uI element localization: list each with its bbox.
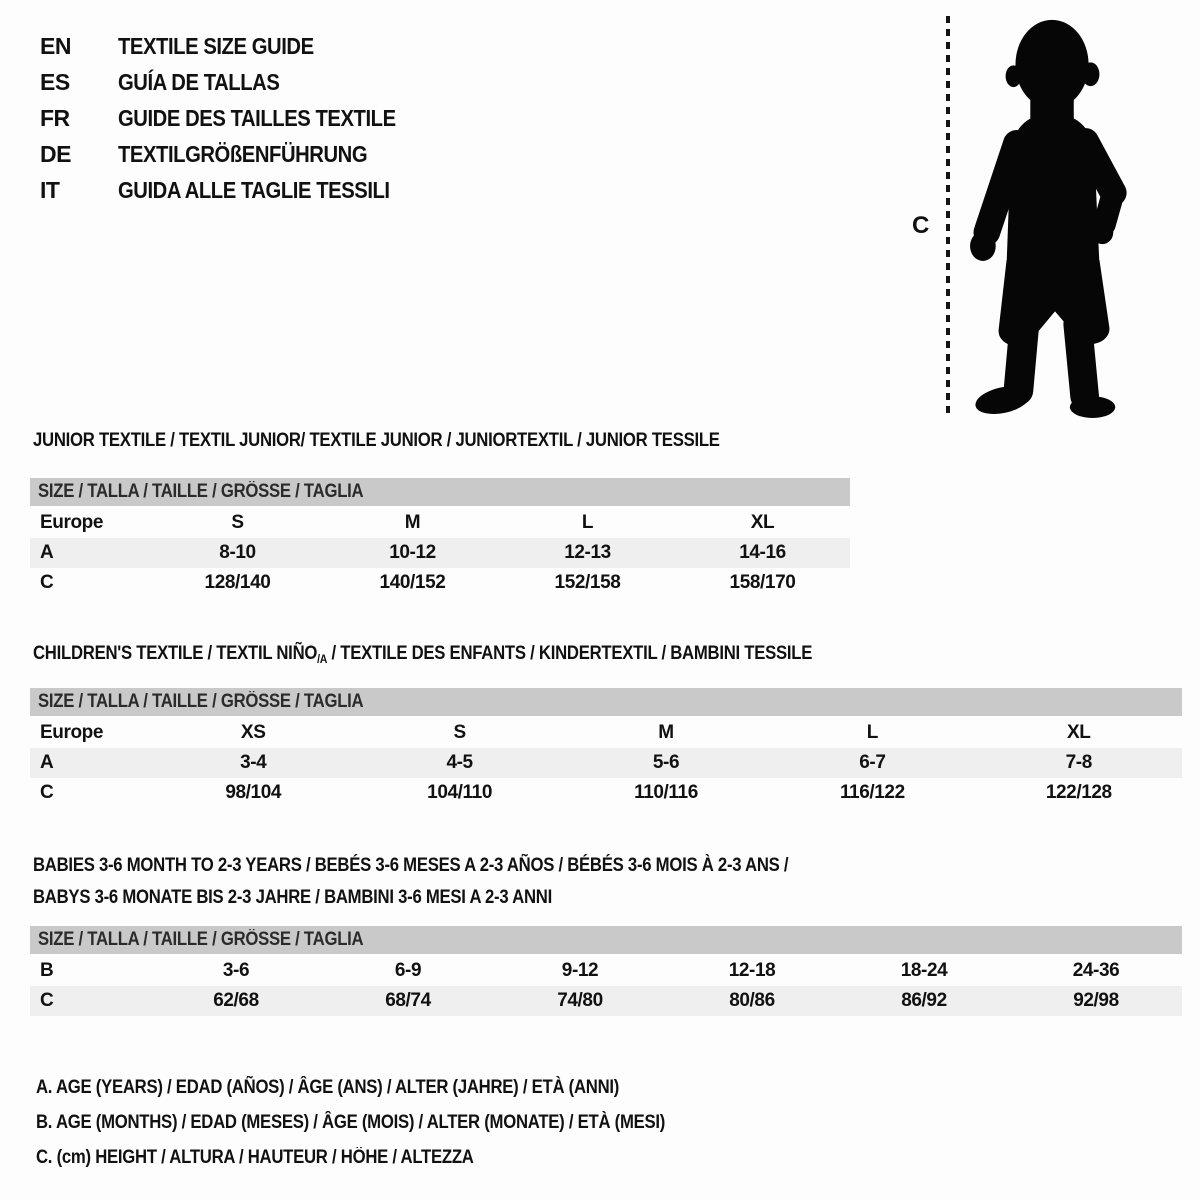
table-row xyxy=(30,568,850,598)
junior-section-title: JUNIOR TEXTILE / TEXTIL JUNIOR/ TEXTILE JUNIOR / JUNIORTEXTIL / JUNIOR TESSILE xyxy=(33,430,720,451)
table-row xyxy=(30,956,1182,986)
table-cell: 80/86 xyxy=(666,986,838,1016)
table-cell: A xyxy=(30,748,150,778)
table-cell: 62/68 xyxy=(150,986,322,1016)
language-header xyxy=(40,28,434,208)
table-cell: XL xyxy=(750,512,775,533)
lang-code: ES xyxy=(40,68,70,95)
table-cell: B xyxy=(40,960,54,981)
lang-row-de xyxy=(40,136,434,172)
table-cell: S xyxy=(453,722,466,743)
table-cell: 12-13 xyxy=(500,538,675,568)
table-cell: 6-7 xyxy=(769,748,975,778)
table-cell: 104/110 xyxy=(427,782,492,803)
children-size-band: SIZE / TALLA / TAILLE / GRÖSSE / TAGLIA xyxy=(30,688,1182,716)
legend-line-c: C. (cm) HEIGHT / ALTURA / HAUTEUR / HÖHE / ALTEZZA xyxy=(36,1146,474,1168)
table-cell: 68/74 xyxy=(322,986,494,1016)
table-cell: 7-8 xyxy=(976,748,1182,778)
table-row xyxy=(30,778,1182,808)
table-cell: 116/122 xyxy=(839,782,905,803)
table-cell: 86/92 xyxy=(838,986,1010,1016)
lang-row-fr xyxy=(40,100,434,136)
table-cell: C xyxy=(40,572,54,593)
table-cell: L xyxy=(581,512,594,533)
lang-title: GUIDA ALLE TAGLIE TESSILI xyxy=(118,176,390,203)
legend-line-b: B. AGE (MONTHS) / EDAD (MESES) / ÂGE (MOIS) / ALTER (MONATE) / ETÀ (MESI) xyxy=(36,1111,666,1133)
table-cell: C xyxy=(30,986,150,1016)
lang-row-es xyxy=(40,64,434,100)
table-cell: 5-6 xyxy=(563,748,769,778)
table-cell: 110/116 xyxy=(634,782,698,803)
table-cell: M xyxy=(404,512,421,533)
table-cell: 74/80 xyxy=(494,986,666,1016)
babies-size-table xyxy=(30,956,1182,1016)
table-row xyxy=(30,986,1182,1016)
table-cell: A xyxy=(30,538,150,568)
table-cell: 3-4 xyxy=(150,748,356,778)
table-cell: L xyxy=(866,722,878,743)
table-row xyxy=(30,748,1182,778)
babies-section-title: BABIES 3-6 MONTH TO 2-3 YEARS / BEBÉS 3-6 MESES A 2-3 AÑOS / BÉBÉS 3-6 MOIS À 2-3 ANS / BABYS 3-6 MONATE BIS 2-3 JAHRE / BAMBINI 3-6 MESI A 2-3 ANNI xyxy=(33,855,789,908)
table-row xyxy=(30,508,850,538)
table-cell: 158/170 xyxy=(729,572,796,593)
lang-title: GUIDE DES TAILLES TEXTILE xyxy=(118,104,396,131)
lang-title: GUÍA DE TALLAS xyxy=(118,68,280,95)
table-cell: 24-36 xyxy=(1072,960,1120,981)
table-cell: 128/140 xyxy=(204,572,271,593)
legend xyxy=(36,1070,751,1175)
lang-code: DE xyxy=(40,140,71,167)
table-cell: 140/152 xyxy=(379,572,446,593)
lang-title: TEXTILE SIZE GUIDE xyxy=(118,32,314,59)
lang-code: EN xyxy=(40,32,71,59)
table-cell: C xyxy=(40,782,54,803)
table-cell: XL xyxy=(1067,722,1091,743)
junior-size-band: SIZE / TALLA / TAILLE / GRÖSSE / TAGLIA xyxy=(30,478,850,506)
table-cell: 122/128 xyxy=(1045,782,1112,803)
lang-code: IT xyxy=(40,176,60,203)
table-cell: Europe xyxy=(40,722,104,743)
table-cell: 8-10 xyxy=(150,538,325,568)
table-cell: Europe xyxy=(40,512,104,533)
table-row xyxy=(30,718,1182,748)
table-cell: 3-6 xyxy=(222,960,250,981)
lang-row-en xyxy=(40,28,434,64)
lang-code: FR xyxy=(40,104,70,131)
lang-row-it xyxy=(40,172,434,208)
table-row xyxy=(30,538,850,568)
table-cell: 92/98 xyxy=(1010,986,1182,1016)
table-cell: XS xyxy=(240,722,266,743)
table-cell: 9-12 xyxy=(561,960,599,981)
table-cell: 98/104 xyxy=(225,782,282,803)
table-cell: 6-9 xyxy=(394,960,422,981)
lang-title: TEXTILGRÖßENFÜHRUNG xyxy=(118,140,368,167)
table-cell: 14-16 xyxy=(675,538,850,568)
table-cell: 152/158 xyxy=(554,572,621,593)
nino-a-subscript: /A xyxy=(317,652,328,666)
table-cell: 12-18 xyxy=(728,960,776,981)
table-cell: S xyxy=(231,512,244,533)
height-measure-label: C xyxy=(912,212,930,239)
toddler-silhouette xyxy=(962,13,1147,418)
children-section-title: CHILDREN'S TEXTILE / TEXTIL $NIÑO_{/A}$ / TEXTILE DES ENFANTS / KINDERTEXTIL / BAMBINI TESSILE xyxy=(33,643,813,666)
babies-size-band: SIZE / TALLA / TAILLE / GRÖSSE / TAGLIA xyxy=(30,926,1182,954)
junior-size-table xyxy=(30,508,850,598)
table-cell: 10-12 xyxy=(325,538,500,568)
height-measure-line xyxy=(946,16,950,416)
legend-line-a: A. AGE (YEARS) / EDAD (AÑOS) / ÂGE (ANS) / ALTER (JAHRE) / ETÀ (ANNI) xyxy=(36,1076,620,1098)
children-size-table xyxy=(30,718,1182,808)
table-cell: 18-24 xyxy=(900,960,948,981)
table-cell: M xyxy=(658,722,674,743)
table-cell: 4-5 xyxy=(356,748,562,778)
